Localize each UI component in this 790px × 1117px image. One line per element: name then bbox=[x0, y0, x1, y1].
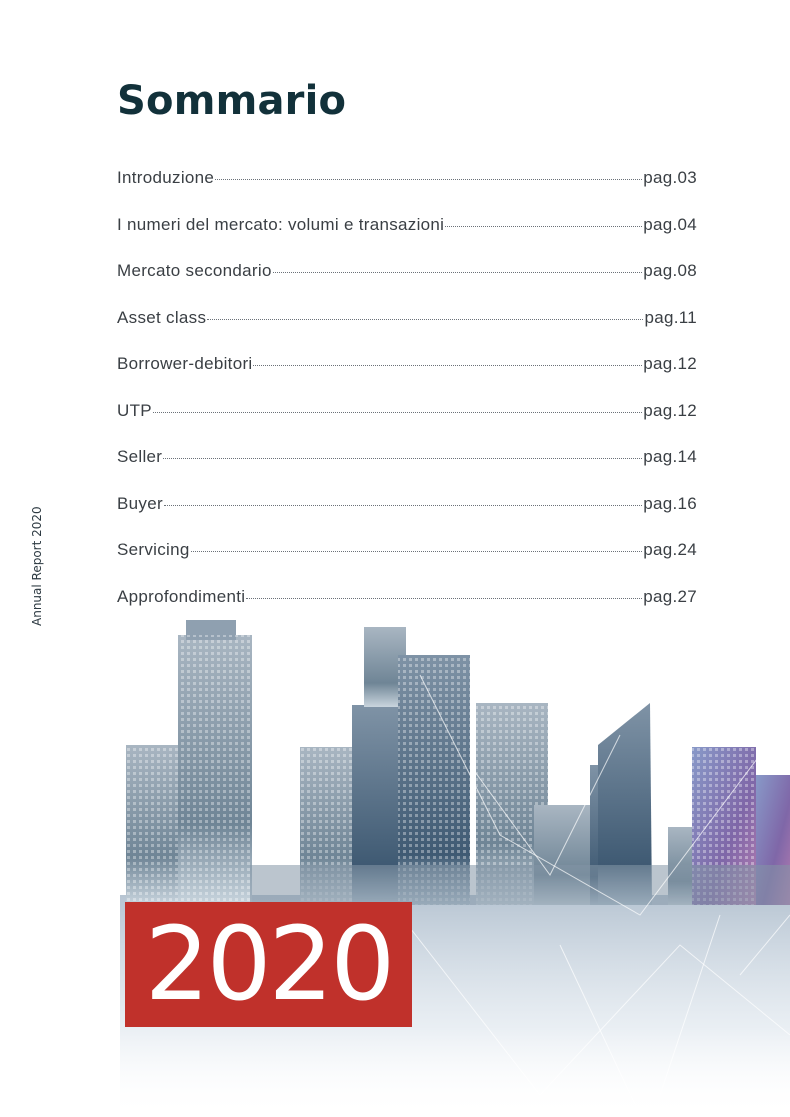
toc-entry-label: Borrower-debitori bbox=[117, 354, 253, 373]
city-skyline-illustration bbox=[120, 615, 790, 1117]
toc-entry-label: UTP bbox=[117, 400, 152, 420]
toc-entry-asset-class[interactable] bbox=[117, 308, 697, 355]
dot-leader bbox=[164, 504, 642, 506]
toc-entry-page: pag.24 bbox=[643, 540, 697, 559]
toc-entry-label: Buyer bbox=[117, 493, 163, 513]
dot-leader bbox=[207, 318, 643, 320]
toc-entry-label: Introduzione bbox=[117, 168, 215, 187]
dot-leader bbox=[445, 225, 642, 227]
buildings bbox=[126, 620, 790, 905]
toc-entry-page: pag.04 bbox=[643, 214, 697, 234]
dot-leader bbox=[246, 597, 642, 599]
dot-leader bbox=[273, 271, 643, 273]
dot-leader bbox=[191, 550, 643, 552]
page-title: Sommario bbox=[117, 78, 347, 124]
toc-entry-introduzione[interactable] bbox=[117, 168, 697, 215]
toc-entry-label: Approfondimenti bbox=[117, 586, 246, 606]
toc-entry-page: pag.14 bbox=[643, 447, 697, 466]
dot-leader bbox=[153, 411, 642, 413]
toc-entry-seller[interactable] bbox=[117, 447, 697, 494]
toc-entry-page: pag.08 bbox=[643, 261, 697, 280]
toc-entry-mercato-secondario[interactable] bbox=[117, 261, 697, 308]
dot-leader bbox=[215, 178, 642, 180]
year-text: 2020 bbox=[144, 904, 393, 1024]
toc-entry-page: pag.16 bbox=[643, 493, 697, 513]
toc-entry-label: I numeri del mercato: volumi e transazioni bbox=[117, 214, 445, 234]
toc-entry-utp[interactable] bbox=[117, 401, 697, 448]
toc-entry-servicing[interactable] bbox=[117, 540, 697, 587]
dot-leader bbox=[163, 457, 642, 459]
toc-entry-label: Asset class bbox=[117, 307, 207, 327]
toc-entry-page: pag.03 bbox=[643, 168, 697, 187]
toc-entry-page: pag.12 bbox=[643, 354, 697, 373]
toc-entry-label: Mercato secondario bbox=[117, 261, 272, 280]
toc-entry-page: pag.27 bbox=[643, 586, 697, 606]
toc-entry-label: Servicing bbox=[117, 540, 190, 559]
toc-entry-page: pag.11 bbox=[644, 307, 697, 327]
toc-entry-label: Seller bbox=[117, 447, 163, 466]
toc-entry-borrower[interactable] bbox=[117, 354, 697, 401]
toc-entry-page: pag.12 bbox=[643, 400, 697, 420]
toc-entry-numeri-mercato[interactable] bbox=[117, 215, 697, 262]
toc-entry-buyer[interactable] bbox=[117, 494, 697, 541]
annual-report-side-label: Annual Report 2020 bbox=[30, 506, 44, 626]
table-of-contents bbox=[117, 168, 697, 633]
year-banner bbox=[125, 902, 412, 1027]
dot-leader bbox=[253, 364, 642, 366]
